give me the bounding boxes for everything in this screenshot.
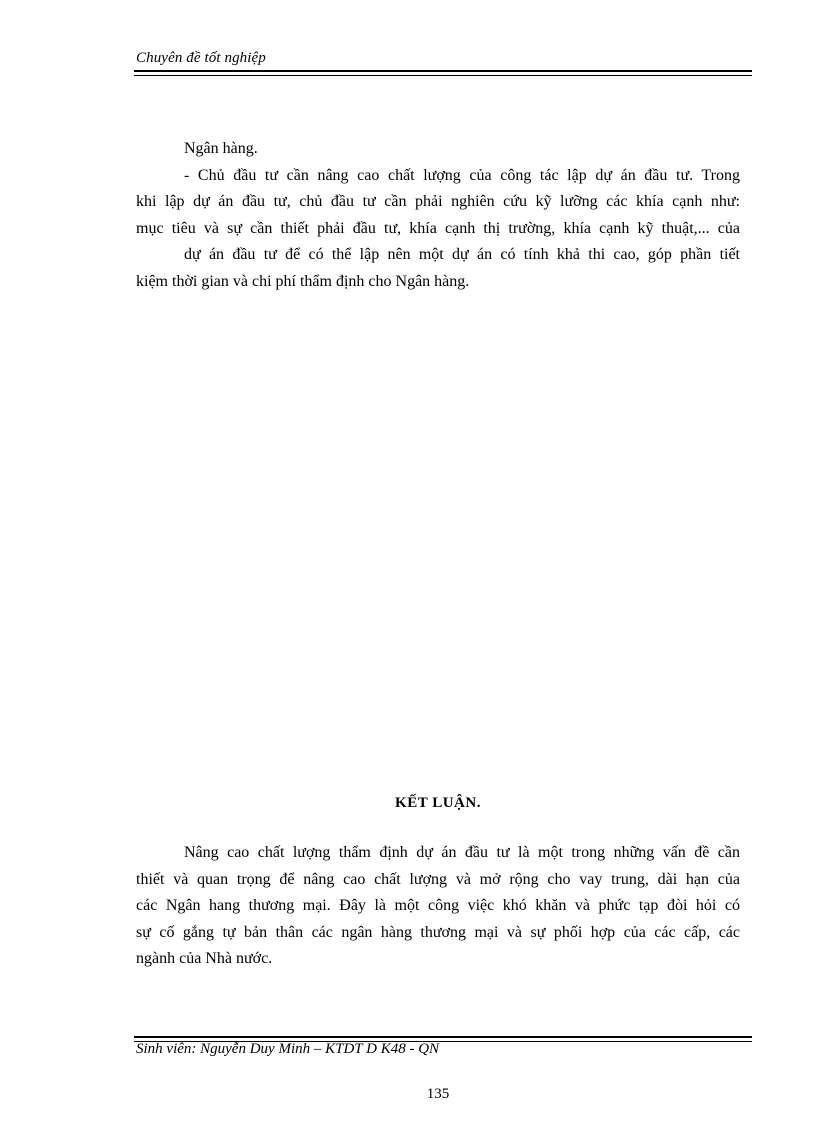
text-line: Nâng cao chất lượng thẩm định dự án đầu tư là một trong những vấn đề cần [184,844,740,861]
text-line: - Chủ đầu tư cần nâng cao chất lượng của công tác lập dự án đầu tư. Trong [184,166,740,184]
footer-student-info: Sinh viên: Nguyễn Duy Minh – KTDT D K48 - QN [136,1041,440,1057]
header-title: Chuyên đề tốt nghiệp [136,50,266,66]
page-number: 135 [426,1086,450,1102]
text-line: kiệm thời gian và chi phí thẩm định cho Ngân hàng. [136,272,470,290]
text-line: ngành của Nhà nước. [136,950,273,967]
text-line: dự án đầu tư để có thể lập nên một dự án có tính khả thi cao, góp phần tiết [184,246,740,263]
conclusion-heading: KẾT LUẬN. [395,795,481,811]
text-line: sự cố gắng tự bản thân các ngân hàng thương mại và sự phối hợp của các cấp, các [136,923,740,941]
text-line: khi lập dự án đầu tư, chủ đầu tư cần phải nghiên cứu kỹ lưỡng các khía cạnh như: [136,193,740,210]
header-rule [134,70,752,76]
text-line: Ngân hàng. [184,140,258,157]
text-line: các Ngân hang thương mại. Đây là một công việc khó khăn và phức tạp đòi hỏi có [136,897,740,914]
text-line: thiết và quan trọng để nâng cao chất lượng và mở rộng cho vay trung, dài hạn của [136,870,740,888]
conclusion-paragraph [136,840,740,973]
text-line: mục tiêu và sự cần thiết phải đầu tư, khía cạnh thị trường, khía cạnh kỹ thuật,... của [136,219,740,237]
body-top-paragraphs [136,136,740,295]
